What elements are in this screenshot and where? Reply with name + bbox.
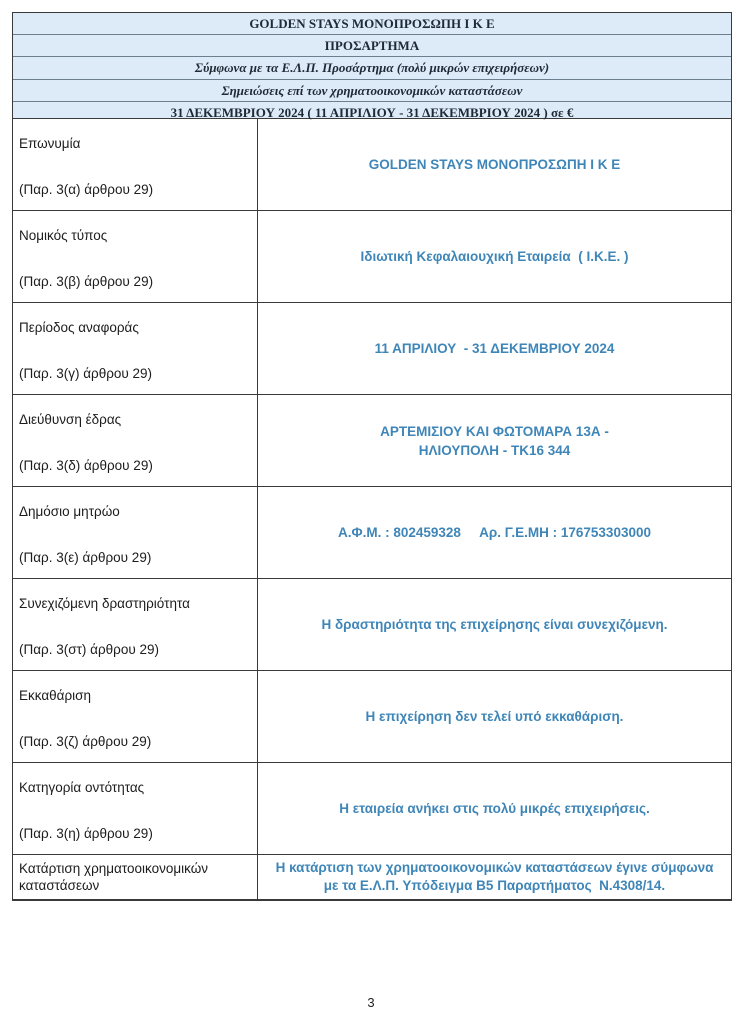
row-reference: (Παρ. 3(ζ) άρθρου 29) — [19, 734, 152, 749]
table-row — [13, 211, 731, 303]
row-reference: (Παρ. 3(β) άρθρου 29) — [19, 274, 154, 289]
row-value — [258, 579, 731, 670]
row-label-cell — [13, 119, 258, 210]
row-value — [258, 487, 731, 578]
row-label-cell — [13, 211, 258, 302]
header-annex-title: ΠΡΟΣΑΡΤΗΜΑ — [13, 35, 731, 57]
row-reference: (Παρ. 3(δ) άρθρου 29) — [19, 458, 153, 473]
row-value-text-line2: ΗΛΙΟΥΠΟΛΗ - ΤΚ16 344 — [418, 442, 571, 458]
row-value — [258, 855, 731, 899]
row-label: Εκκαθάριση — [19, 688, 91, 703]
row-reference: (Παρ. 3(α) άρθρου 29) — [19, 182, 154, 197]
info-table — [12, 119, 732, 901]
row-label: Δημόσιο μητρώο — [19, 504, 120, 519]
page-number: 3 — [367, 995, 375, 1010]
row-value-text: ΑΡΤΕΜΙΣΙΟΥ ΚΑΙ ΦΩΤΟΜΑΡΑ 13Α - — [380, 423, 609, 439]
row-value — [258, 395, 731, 486]
row-reference: (Παρ. 3(στ) άρθρου 29) — [19, 642, 159, 657]
header-company: GOLDEN STAYS ΜΟΝΟΠΡΟΣΩΠΗ Ι Κ Ε — [13, 13, 731, 35]
row-value-text: Ιδιωτική Κεφαλαιουχική Εταιρεία ( Ι.Κ.Ε. ) — [360, 249, 629, 264]
table-row — [13, 119, 731, 211]
row-value-text: Α.Φ.Μ. : 802459328 Αρ. Γ.Ε.ΜΗ : 176753303000 — [338, 525, 651, 540]
table-row — [13, 579, 731, 671]
table-row — [13, 763, 731, 855]
row-value-text: GOLDEN STAYS ΜΟΝΟΠΡΟΣΩΠΗ Ι Κ Ε — [368, 157, 621, 172]
row-label-cell — [13, 855, 258, 899]
row-label: Νομικός τύπος — [19, 228, 108, 243]
row-value — [258, 303, 731, 394]
row-label: Επωνυμία — [19, 136, 81, 151]
row-value-text: Η δραστηριότητα της επιχείρησης είναι συνεχιζόμενη. — [321, 617, 668, 632]
table-row — [13, 671, 731, 763]
row-label-cell — [13, 671, 258, 762]
table-row — [13, 487, 731, 579]
row-reference: (Παρ. 3(ε) άρθρου 29) — [19, 550, 152, 565]
row-value — [258, 671, 731, 762]
table-row — [13, 855, 731, 901]
row-value — [258, 763, 731, 854]
row-value-text: Η επιχείρηση δεν τελεί υπό εκκαθάριση. — [365, 709, 624, 724]
row-value — [258, 119, 731, 210]
row-reference: (Παρ. 3(η) άρθρου 29) — [19, 826, 153, 841]
row-label: Διεύθυνση έδρας — [19, 412, 122, 427]
table-row — [13, 395, 731, 487]
row-label: Περίοδος αναφοράς — [19, 320, 139, 335]
row-value-text-line2: με τα Ε.Λ.Π. Υπόδειγμα Β5 Παραρτήματος Ν.4308/14. — [323, 878, 666, 893]
row-value — [258, 211, 731, 302]
header-standard: Σύμφωνα με τα Ε.Λ.Π. Προσάρτημα (πολύ μικρών επιχειρήσεων) — [13, 57, 731, 79]
row-label-cell — [13, 579, 258, 670]
header-notes: Σημειώσεις επί των χρηματοοικονομικών καταστάσεων — [13, 80, 731, 102]
row-label: Κατάρτιση χρηματοοικονομικών — [19, 861, 209, 876]
table-row — [13, 303, 731, 395]
row-label-cell — [13, 303, 258, 394]
row-reference: (Παρ. 3(γ) άρθρου 29) — [19, 366, 153, 381]
row-label-block — [13, 855, 257, 894]
row-value-text: Η κατάρτιση των χρηματοοικονομικών καταστάσεων έγινε σύμφωνα — [275, 860, 714, 875]
row-label-line2: καταστάσεων — [19, 878, 100, 893]
row-value-text: Η εταιρεία ανήκει στις πολύ μικρές επιχειρήσεις. — [339, 801, 650, 816]
row-label: Κατηγορία οντότητας — [19, 780, 145, 795]
annex-header — [12, 12, 732, 119]
header-period: 31 ΔΕΚΕΜΒΡΙΟΥ 2024 ( 11 ΑΠΡΙΛΙΟΥ - 31 ΔΕΚΕΜΒΡΙΟΥ 2024 ) σε € — [170, 104, 574, 120]
row-value-text: 11 ΑΠΡΙΛΙΟΥ - 31 ΔΕΚΕΜΒΡΙΟΥ 2024 — [374, 341, 615, 356]
row-label-cell — [13, 395, 258, 486]
row-label-cell — [13, 763, 258, 854]
row-label: Συνεχιζόμενη δραστηριότητα — [19, 596, 190, 611]
row-label-cell — [13, 487, 258, 578]
